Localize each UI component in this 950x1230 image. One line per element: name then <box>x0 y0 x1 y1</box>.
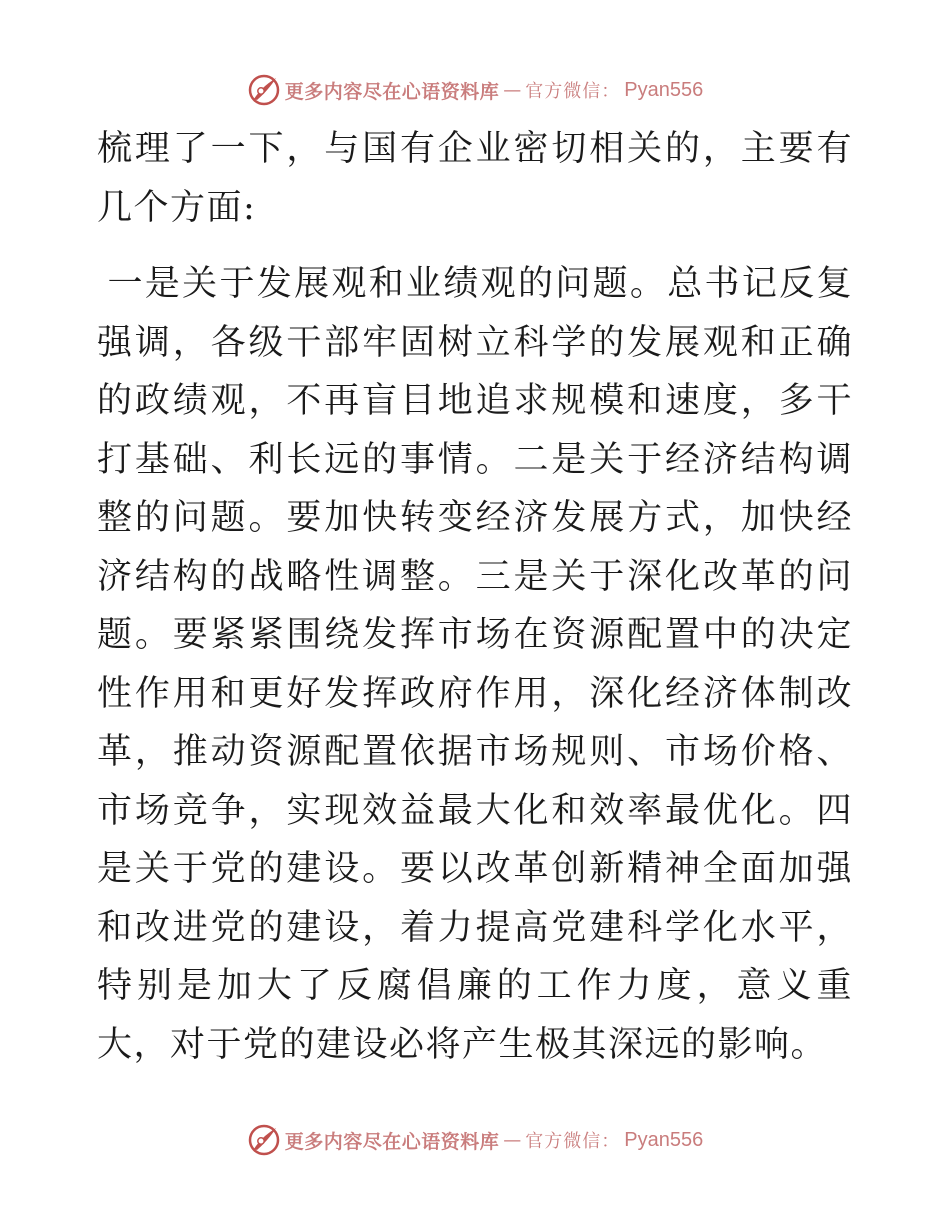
banner-wechat-id: Pyan556 <box>624 78 704 101</box>
document-body <box>97 120 853 1074</box>
quill-logo-icon <box>247 1123 281 1157</box>
banner-wechat-label: 官方微信： <box>525 1131 621 1152</box>
banner-dash: — <box>503 79 522 101</box>
banner-title: 更多内容尽在心语资料库 <box>284 80 500 103</box>
intro-paragraph: 梳理了一下，与国有企业密切相关的，主要有几个方面: <box>97 129 853 228</box>
banner-wechat-label: 官方微信： <box>525 81 621 102</box>
footer-banner <box>0 1120 950 1160</box>
main-paragraph: 一是关于发展观和业绩观的问题。总书记反复强调，各级干部牢固树立科学的发展观和正确的政绩观，不再盲目地追求规模和速度，多干打基础、利长远的事情。二是关于经济结构调整的问题。要加快转变经济发展方式，加快经济结构的战略性调整。三是关于深化改革的问题。要紧紧围绕发挥市场在资源配置中的决定性作用和更好发挥政府作用，深化经济体制改革，推动资源配置依据市场规则、市场价格、市场竞争，实现效益最大化和效率最优化。四是关于党的建设。要以改革创新精神全面加强和改进党的建设，着力提高党建科学化水平，特别是加大了反腐倡廉的工作力度，意义重大，对于党的建设必将产生极其深远的影响。 <box>97 264 853 1065</box>
header-banner <box>0 70 950 110</box>
quill-logo-icon <box>247 73 281 107</box>
banner-wechat-id: Pyan556 <box>624 1128 704 1151</box>
banner-title: 更多内容尽在心语资料库 <box>284 1130 500 1153</box>
banner-dash: — <box>503 1129 522 1151</box>
